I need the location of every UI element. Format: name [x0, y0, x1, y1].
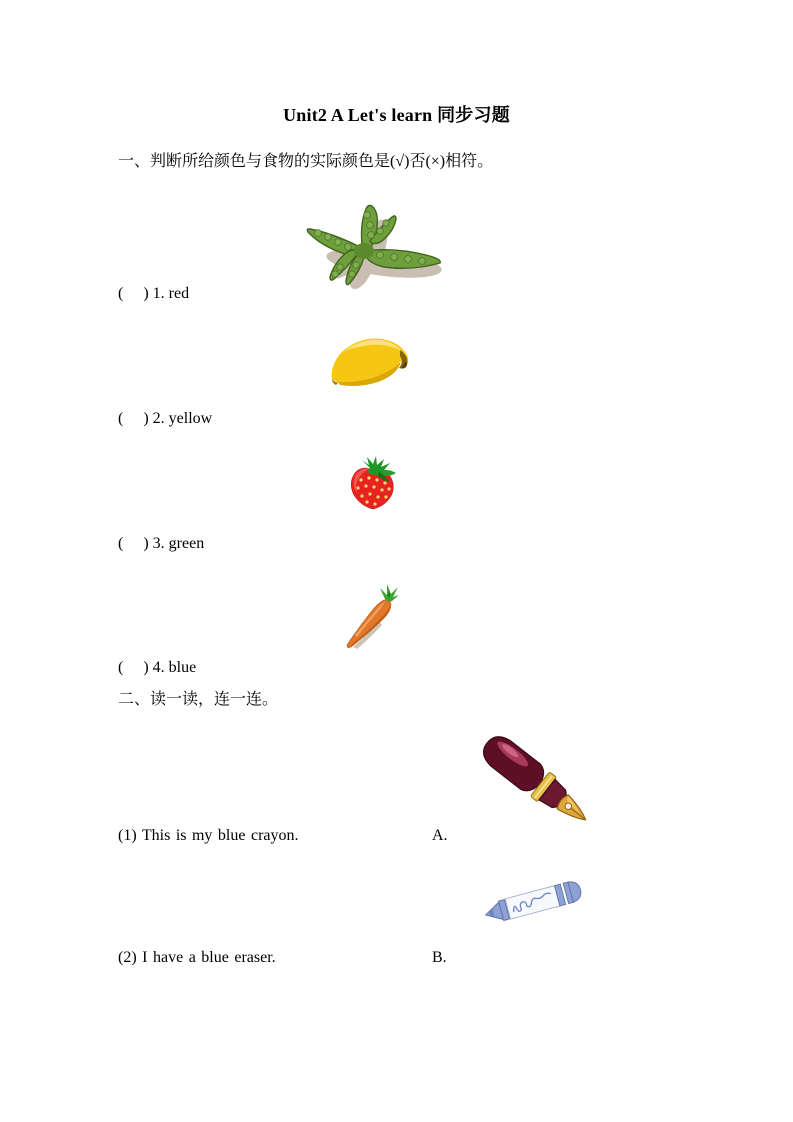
match-sentence-2: (2) I have a blue eraser.	[118, 949, 276, 966]
strawberry-image	[343, 456, 399, 512]
carrot-image	[343, 583, 399, 651]
blue-crayon-image	[482, 879, 586, 927]
question-2-label: ( ) 2. yellow	[118, 410, 213, 427]
question-4-label: ( ) 4. blue	[118, 659, 197, 676]
fountain-pen-image	[477, 731, 595, 831]
section2-heading: 二、读一读，连一连。	[118, 691, 279, 708]
match-option-a: A.	[432, 827, 448, 844]
green-beans-image	[302, 203, 450, 291]
banana-image	[324, 333, 414, 390]
question-1-label: ( ) 1. red	[118, 285, 190, 302]
page-title: Unit2 A Let's learn 同步习题	[283, 105, 510, 125]
match-sentence-1: (1) This is my blue crayon.	[118, 827, 299, 844]
section1-heading: 一、判断所给颜色与食物的实际颜色是(√)否(×)相符。	[118, 153, 494, 170]
match-option-b: B.	[432, 949, 447, 966]
question-3-label: ( ) 3. green	[118, 535, 205, 552]
